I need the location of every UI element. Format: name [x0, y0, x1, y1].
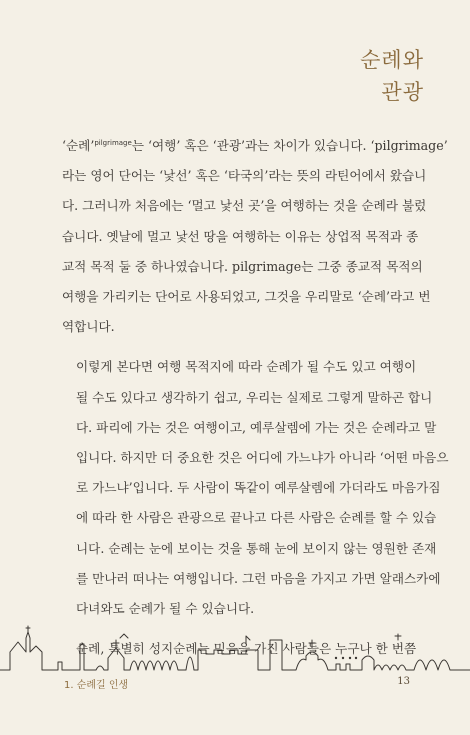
text-line: 이렇게 본다면 여행 목적지에 따라 순례가 될 수도 있고 여행이 [76, 359, 417, 375]
text-line: 라는 영어 단어는 ‘낯선’ 혹은 ‘타국의’라는 뜻의 라틴어에서 왔습니 [62, 168, 427, 184]
body-text [62, 128, 449, 664]
text-line: 역합니다. [62, 319, 115, 335]
text-line: 로 가느냐’입니다. 두 사람이 똑같이 예루살렘에 가더라도 마음가짐 [76, 480, 441, 496]
paragraph-1 [62, 128, 448, 342]
text-line: 입니다. 하지만 더 중요한 것은 어디에 가느냐가 아니라 ‘어떤 마음으 [76, 450, 449, 466]
title-line-1: 순례와 [360, 48, 424, 72]
term-superscript: pilgrimage [94, 139, 132, 147]
text-line: 순례, 특별히 성지순례는 믿음을 가진 사람들은 누구나 한 번쯤 [76, 641, 417, 657]
city-skyline-illustration [0, 600, 470, 680]
page-footer [0, 676, 470, 696]
text-line: 교적 목적 둘 중 하나였습니다. pilgrimage는 그중 종교적 목적의 [62, 258, 423, 274]
paragraph-2 [62, 352, 449, 624]
chapter-section-title [360, 44, 424, 108]
text-line: 를 만나러 떠나는 여행입니다. 그런 마음을 가지고 가면 알래스카에 [76, 570, 441, 586]
text-line: 습니다. 옛날에 멀고 낯선 땅을 여행하는 이유는 상업적 목적과 종 [62, 228, 419, 244]
text-line: 될 수도 있다고 생각하기 쉽고, 우리는 실제로 그렇게 말하곤 합니 [76, 389, 433, 405]
title-line-2: 관광 [381, 80, 424, 104]
page-number: 13 [397, 676, 410, 687]
text-line: ‘순례’$^{pilgrimage}$는 ‘여행’ 혹은 ‘관광’과는 차이가 있습니다. ‘pilgrimage’ [62, 138, 448, 153]
text-line: 여행을 가리키는 단어로 사용되었고, 그것을 우리말로 ‘순례’라고 번 [62, 289, 431, 305]
term-lead: ‘순례’ [62, 138, 95, 153]
text-line: 다녀와도 순례가 될 수 있습니다. [76, 601, 255, 617]
chapter-label: 1. 순례길 인생 [64, 680, 129, 691]
text-line: 니다. 순례는 눈에 보이는 것을 통해 눈에 보이지 않는 영원한 존재 [76, 540, 437, 556]
text-line: 다. 파리에 가는 것은 여행이고, 예루살렘에 가는 것은 순례라고 말 [76, 419, 437, 435]
text-line: 에 따라 한 사람은 관광으로 끝나고 다른 사람은 순례를 할 수 있습 [76, 510, 437, 526]
text-line: 다. 그러니까 처음에는 ‘멀고 낯선 곳’을 여행하는 것을 순례라 불렀 [62, 198, 427, 214]
